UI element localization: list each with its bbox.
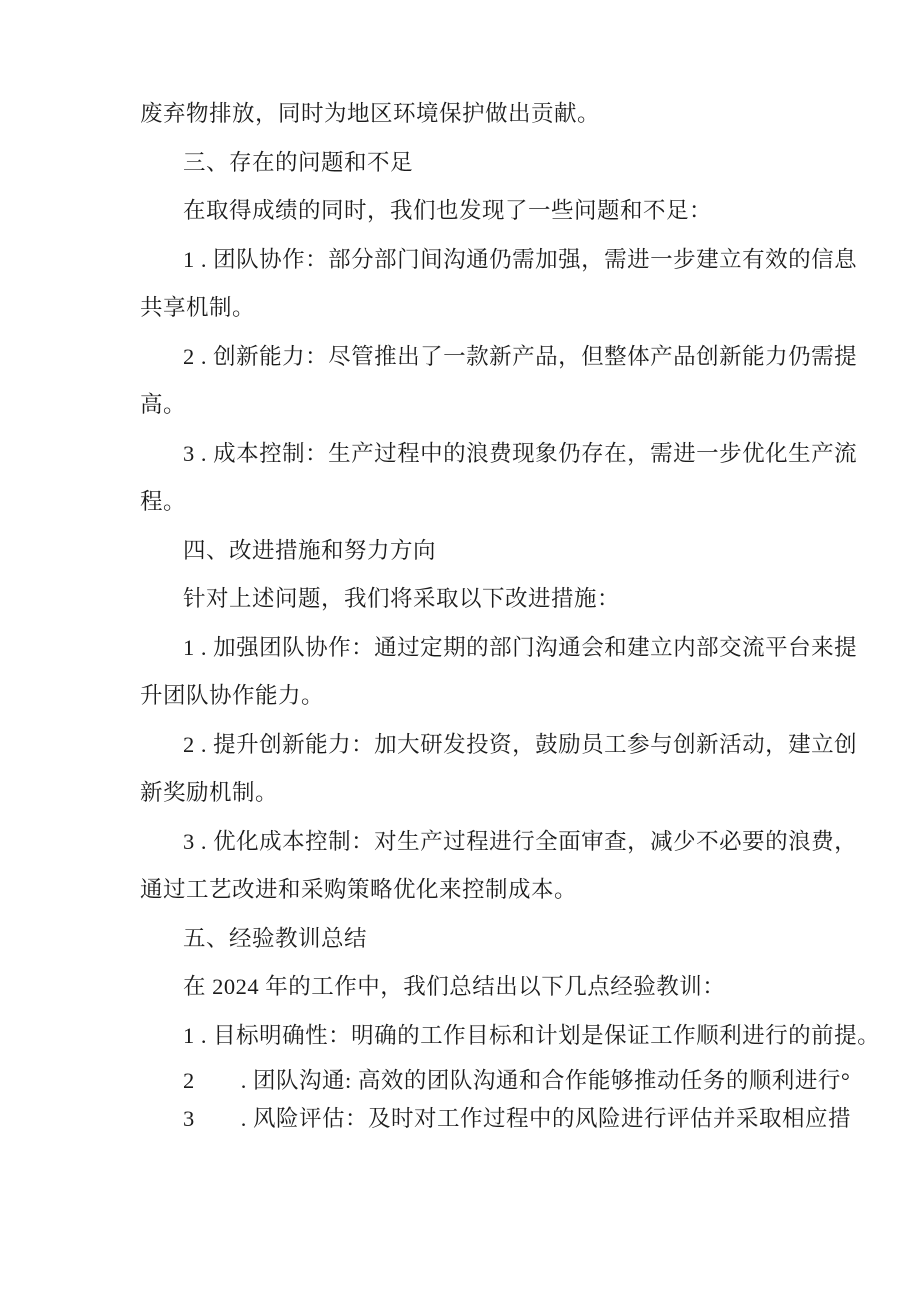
list-item-line: 1 . 加强团队协作：通过定期的部门沟通会和建立内部交流平台来提 — [183, 634, 858, 660]
list-item-line: 3 . 风险评估：及时对工作过程中的风险进行评估并采取相应措 — [183, 1106, 852, 1131]
list-item-line: 3 . 成本控制：生产过程中的浪费现象仍存在，需进一步优化生产流 — [183, 440, 858, 466]
paragraph-line: 升团队协作能力。 — [140, 683, 325, 708]
list-item-line: 3 . 优化成本控制：对生产过程进行全面审查，减少不必要的浪费， — [183, 828, 858, 854]
paragraph-line: 在 2024 年的工作中，我们总结出以下几点经验教训： — [183, 974, 726, 999]
paragraph-line: 新奖励机制。 — [140, 780, 279, 805]
paragraph-line: 在取得成绩的同时，我们也发现了一些问题和不足： — [183, 198, 713, 223]
document-body — [140, 90, 881, 1135]
section-heading-five: 五、经验教训总结 — [183, 925, 368, 951]
list-item-line: 1 . 团队协作：部分部门间沟通仍需加强，需进一步建立有效的信息 — [183, 246, 858, 272]
list-item-line: 2 . 提升创新能力：加大研发投资，鼓励员工参与创新活动，建立创 — [183, 731, 858, 757]
paragraph-line: 通过工艺改进和采购策略优化来控制成本。 — [140, 877, 578, 902]
list-item-line: 2 . 创新能力：尽管推出了一款新产品，但整体产品创新能力仍需提 — [183, 343, 858, 369]
paragraph-line: 共享机制。 — [140, 295, 256, 320]
paragraph-line: 高。 — [140, 392, 187, 417]
paragraph-line: 针对上述问题，我们将采取以下改进措施： — [183, 586, 621, 611]
section-heading-three: 三、存在的问题和不足 — [183, 149, 414, 175]
list-item-line: 1 . 目标明确性：明确的工作目标和计划是保证工作顺利进行的前提。 — [183, 1022, 881, 1048]
paragraph-line: 废弃物排放，同时为地区环境保护做出贡献。 — [140, 101, 601, 126]
section-heading-four: 四、改进措施和努力方向 — [183, 537, 437, 563]
list-item-line: 2 . 团队沟通: 高效的团队沟通和合作能够推动任务的顺利进行° — [183, 1068, 851, 1093]
paragraph-line: 程。 — [140, 489, 187, 514]
